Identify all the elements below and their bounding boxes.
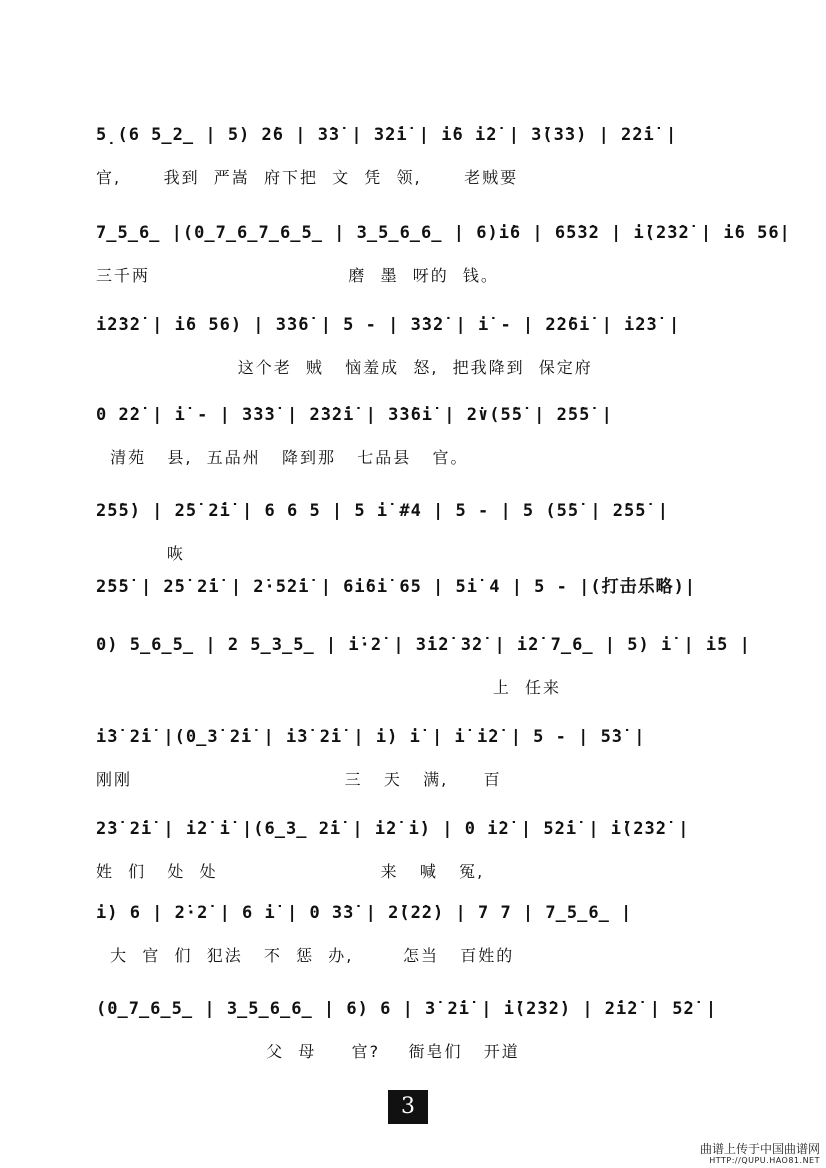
score-system: [96, 216, 791, 296]
watermark-url: HTTP://QUPU.HAO81.NET: [709, 1156, 820, 1165]
notation-line: 2̇5̇5̇) | 2̇5̇ 2̇i̇ | 6 6 5 | 5 i̇ #4 | 5 - | 5 (5̇5̇ | 2̇5̇5̇ |: [96, 501, 669, 521]
lyric-line: 咴: [96, 544, 185, 563]
notation-line: 2̇3̇ 2̇i̇ | i̇2̇ i̇ |(6̲3̲ 2̇i̇ | i̇2̇ i̇) | 0 i̇2̇ | 5̇2̇i̇ | i̇(2̇3̇2̇ |: [96, 819, 690, 839]
score-system: [96, 398, 736, 478]
notation-line: 0 2̇2̇ | i̇ - | 3̇3̇3̇ | 2̇3̇2̇i̇ | 3̇3̇6i̇ | 2̇∨(5̇5̇ | 2̇5̇5̇ |: [96, 405, 613, 425]
score-system: [96, 494, 736, 574]
score-system: [96, 896, 736, 976]
watermark-line: 曲谱上传于中国曲谱网: [699, 1142, 820, 1156]
notation-line: 7̲5̲6̲ |(0̲7̲6̲7̲6̲5̲ | 3̲5̲6̲6̲ | 6)i̇6 | 6̇5̇3̇2 | i̇(2̇3̇2̇ | i̇6 56|: [96, 223, 791, 243]
page-number: 3: [388, 1090, 428, 1124]
notation-line: i̇) 6 | 2̇·2̇ | 6 i̇ | 0 3̇3̇ | 2̇(2̇2̇) | 7 7 | 7̲5̲6̲ |: [96, 903, 633, 923]
score-system: [96, 992, 736, 1072]
score-system: [96, 812, 736, 892]
notation-line: (0̲7̲6̲5̲ | 3̲5̲6̲6̲ | 6) 6 | 3̇ 2̇i̇ | i̇(2̇3̇2̇) | 2̇i̇2̇ | 5̇2̇ |: [96, 999, 718, 1019]
lyric-line: 官, 我到 严嵩 府下把 文 凭 领, 老贼要: [96, 168, 519, 187]
lyric-line: 这个老 贼 恼羞成 怒, 把我降到 保定府: [96, 358, 593, 377]
score-system: [96, 628, 751, 708]
score-system: [96, 118, 736, 198]
notation-line: i̇2̇3̇2̇ | i̇6 56) | 3̇3̇6̇ | 5 - | 3̇3̇2̇ | i̇ - | 2̇2̇6i̇ | i̇2̇3̇ |: [96, 315, 681, 335]
notation-line: i̇3̇ 2̇i̇ |(0̲3̇ 2̇i̇ | i̇3̇ 2̇i̇ | i̇) i̇ | i̇ i̇2̇ | 5 - | 5̇3̇ |: [96, 727, 646, 747]
watermark: [660, 1142, 820, 1166]
lyric-line: 上 任来: [96, 678, 561, 697]
lyric-line: 清苑 县, 五品州 降到那 七品县 官。: [96, 448, 469, 467]
score-system: [96, 308, 736, 388]
notation-line: 5̣(6 5̲2̲ | 5) 2̇6 | 3̇3̇ | 3̇2̇i̇ | i̇6 i̇2̇ | 3̇(3̇3̇) | 2̇2̇i̇ |: [96, 125, 678, 145]
lyric-line: 刚刚 三 天 满, 百: [96, 770, 502, 789]
notation-line: 2̇5̇5̇ | 2̇5̇ 2̇i̇ | 2̇·5̇2̇i̇ | 6i̇6i̇ 65 | 5i̇ 4 | 5 - |(打击乐略)|: [96, 577, 697, 597]
lyric-line: 三千两 磨 墨 呀的 钱。: [96, 266, 499, 285]
lyric-line: 父 母 官? 衙皂们 开道: [96, 1042, 520, 1061]
notation-line: 0) 5̲6̲5̲ | 2 5̲3̲5̲ | i̇·2̇ | 3̇i̇2̇ 3̇2̇ | i̇2̇ 7̲6̲ | 5) i̇ | i̇5 |: [96, 635, 751, 655]
score-system: [96, 720, 736, 800]
lyric-line: 姓 们 处 处 来 喊 冤,: [96, 862, 485, 881]
lyric-line: 大 官 们 犯法 不 惩 办, 怎当 百姓的: [96, 946, 515, 965]
